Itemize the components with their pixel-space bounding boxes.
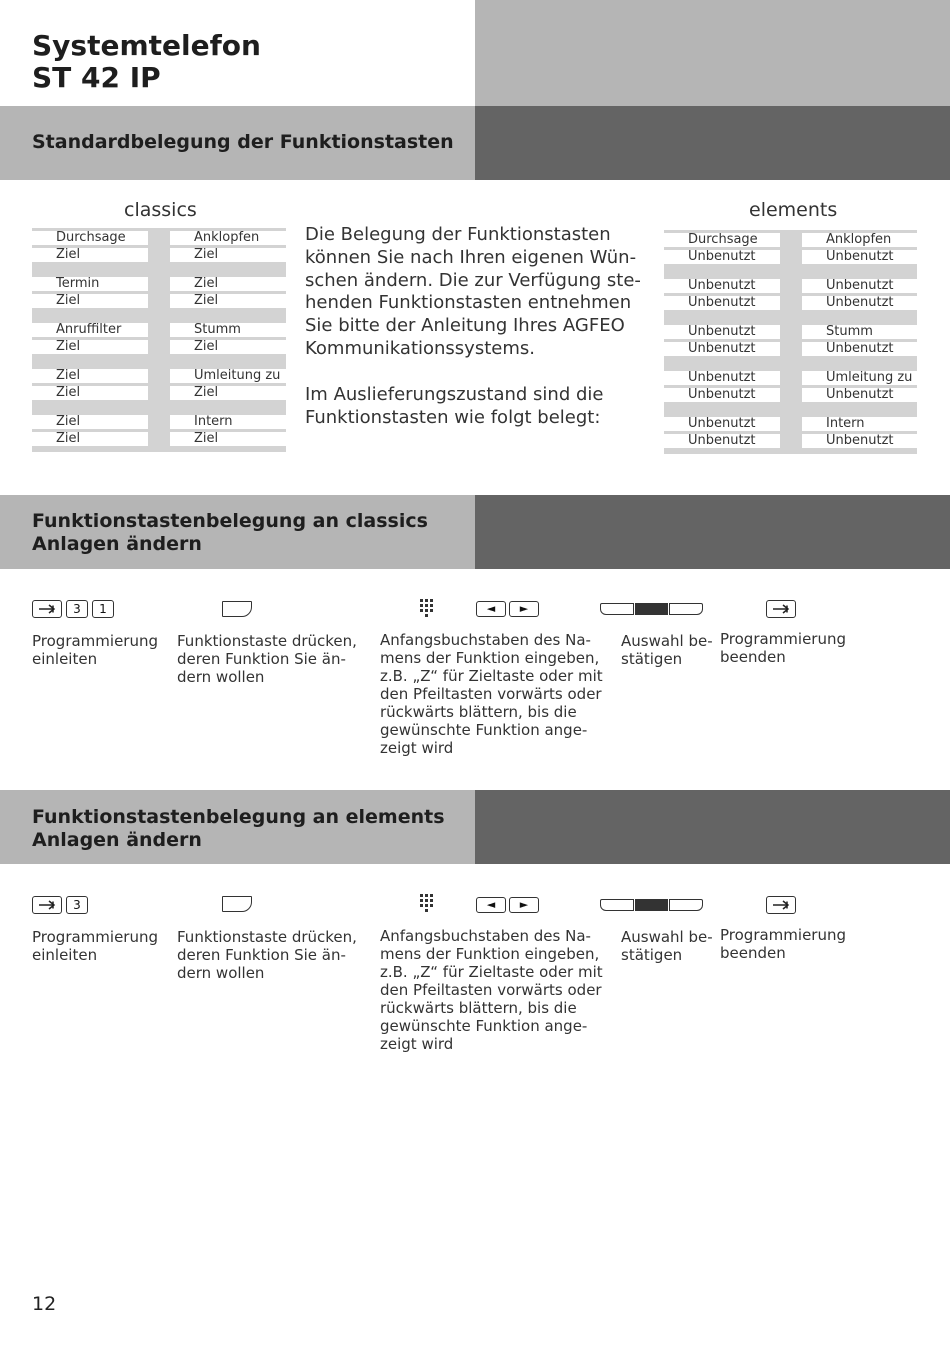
intro-line: Die Belegung der Funktionstasten: [305, 224, 611, 245]
key-cell: Stumm: [170, 323, 286, 337]
key-cell: Unbenutzt: [664, 434, 780, 448]
key-cell: Ziel: [32, 369, 148, 383]
key-cell: Unbenutzt: [802, 388, 917, 402]
header-gray-area: [475, 0, 950, 106]
classics-step1-text: Programmierung einleiten: [32, 632, 158, 668]
key-cell: Unbenutzt: [664, 371, 780, 385]
key-cell: Ziel: [32, 340, 148, 354]
section-band-elements-dark: [475, 790, 950, 864]
key-cell: Unbenutzt: [802, 279, 917, 293]
section-band-standard-dark: [475, 106, 950, 180]
classics-step4-text: Auswahl be- stätigen: [621, 632, 713, 668]
key-cell: Unbenutzt: [802, 296, 917, 310]
key-cell: Anruffilter: [32, 323, 148, 337]
key-cell: Unbenutzt: [664, 296, 780, 310]
classics-key-table: [32, 228, 286, 452]
keypad-icon: [420, 894, 434, 914]
key-cell: Unbenutzt: [802, 342, 917, 356]
key-cell: Intern: [170, 415, 286, 429]
section-title-classics-line1: Funktionstastenbelegung an classics: [32, 510, 428, 532]
digit-key-icon: 3: [66, 600, 88, 618]
section-title-elements-line2: Anlagen ändern: [32, 829, 202, 851]
key-cell: Termin: [32, 277, 148, 291]
elements-step1-text: Programmierung einleiten: [32, 928, 158, 964]
key-cell: Ziel: [170, 277, 286, 291]
function-key-icon: [222, 896, 252, 912]
intro-line: henden Funktionstasten entnehmen: [305, 292, 632, 314]
classics-step2-text: Funktionstaste drücken, deren Funktion Sie än- dern wollen: [177, 632, 357, 686]
intro-line: Sie bitte der Anleitung Ihres AGFEO: [305, 315, 625, 337]
section-title-standard: Standardbelegung der Funktionstasten: [32, 131, 454, 153]
key-cell: Ziel: [170, 432, 286, 446]
elements-key-table: [664, 230, 917, 454]
arrow-in-box-icon: [32, 600, 62, 618]
key-cell: Unbenutzt: [664, 417, 780, 431]
key-cell: Stumm: [802, 325, 917, 339]
key-cell: Durchsage: [32, 231, 148, 245]
key-cell: Ziel: [32, 432, 148, 446]
key-cell: Intern: [802, 417, 917, 431]
key-cell: Ziel: [170, 386, 286, 400]
intro-line: schen ändern. Die zur Verfügung ste-: [305, 269, 641, 291]
elements-table-label: elements: [749, 199, 838, 221]
key-cell: Durchsage: [664, 233, 780, 247]
keypad-icon: [420, 599, 434, 619]
elements-step2-text: Funktionstaste drücken, deren Funktion Sie än- dern wollen: [177, 928, 357, 982]
key-cell: Unbenutzt: [802, 250, 917, 264]
page-title-line2: ST 42 IP: [32, 61, 161, 94]
key-cell: Umleitung zu: [170, 369, 286, 383]
key-cell: Unbenutzt: [802, 434, 917, 448]
key-cell: Ziel: [170, 248, 286, 262]
page-title: [32, 30, 261, 94]
key-cell: Anklopfen: [802, 233, 917, 247]
classics-table-label: classics: [124, 199, 197, 221]
section-band-classics-dark: [475, 495, 950, 569]
section-title-elements: [32, 806, 445, 852]
key-cell: Unbenutzt: [664, 279, 780, 293]
key-cell: Ziel: [170, 340, 286, 354]
intro-line: Kommunikationssystems.: [305, 337, 535, 359]
key-cell: Ziel: [170, 294, 286, 308]
intro-line: können Sie nach Ihren eigenen Wün-: [305, 246, 637, 268]
intro-text: [305, 224, 650, 429]
key-cell: Ziel: [32, 415, 148, 429]
key-cell: Unbenutzt: [664, 388, 780, 402]
arrow-in-box-icon: [766, 600, 796, 618]
function-key-icon: [222, 601, 252, 617]
section-title-elements-line1: Funktionstastenbelegung an elements: [32, 806, 445, 828]
elements-step3-text: Anfangsbuchstaben des Na- mens der Funktion eingeben, z.B. „Z“ für Zieltaste oder mit den Pfeiltasten vorwärts oder rückwärts blättern, bis die gewünschte Funktion ange- zeigt wird: [380, 927, 603, 1053]
arrow-in-box-icon: [32, 896, 62, 914]
key-cell: Unbenutzt: [664, 325, 780, 339]
elements-step4-text: Auswahl be- stätigen: [621, 928, 713, 964]
page-title-line1: Systemtelefon: [32, 29, 261, 62]
key-cell: Unbenutzt: [664, 250, 780, 264]
intro-line: Im Auslieferungszustand sind die: [305, 383, 604, 405]
section-title-classics-line2: Anlagen ändern: [32, 533, 202, 555]
page-number: 12: [32, 1293, 57, 1315]
key-cell: Anklopfen: [170, 231, 286, 245]
key-cell: Umleitung zu: [802, 371, 917, 385]
digit-key-icon: 1: [92, 600, 114, 618]
key-cell: Ziel: [32, 386, 148, 400]
elements-step5-text: Programmierung beenden: [720, 926, 846, 962]
classics-step5-text: Programmierung beenden: [720, 630, 846, 666]
key-cell: Ziel: [32, 248, 148, 262]
key-cell: Unbenutzt: [664, 342, 780, 356]
classics-step3-text: Anfangsbuchstaben des Na- mens der Funktion eingeben, z.B. „Z“ für Zieltaste oder mit den Pfeiltasten vorwärts oder rückwärts blättern, bis die gewünschte Funktion ange- zeigt wird: [380, 631, 603, 757]
key-cell: Ziel: [32, 294, 148, 308]
digit-key-icon: 3: [66, 896, 88, 914]
arrow-in-box-icon: [766, 896, 796, 914]
section-title-classics: [32, 510, 428, 556]
intro-line: Funktionstasten wie folgt belegt:: [305, 406, 601, 428]
